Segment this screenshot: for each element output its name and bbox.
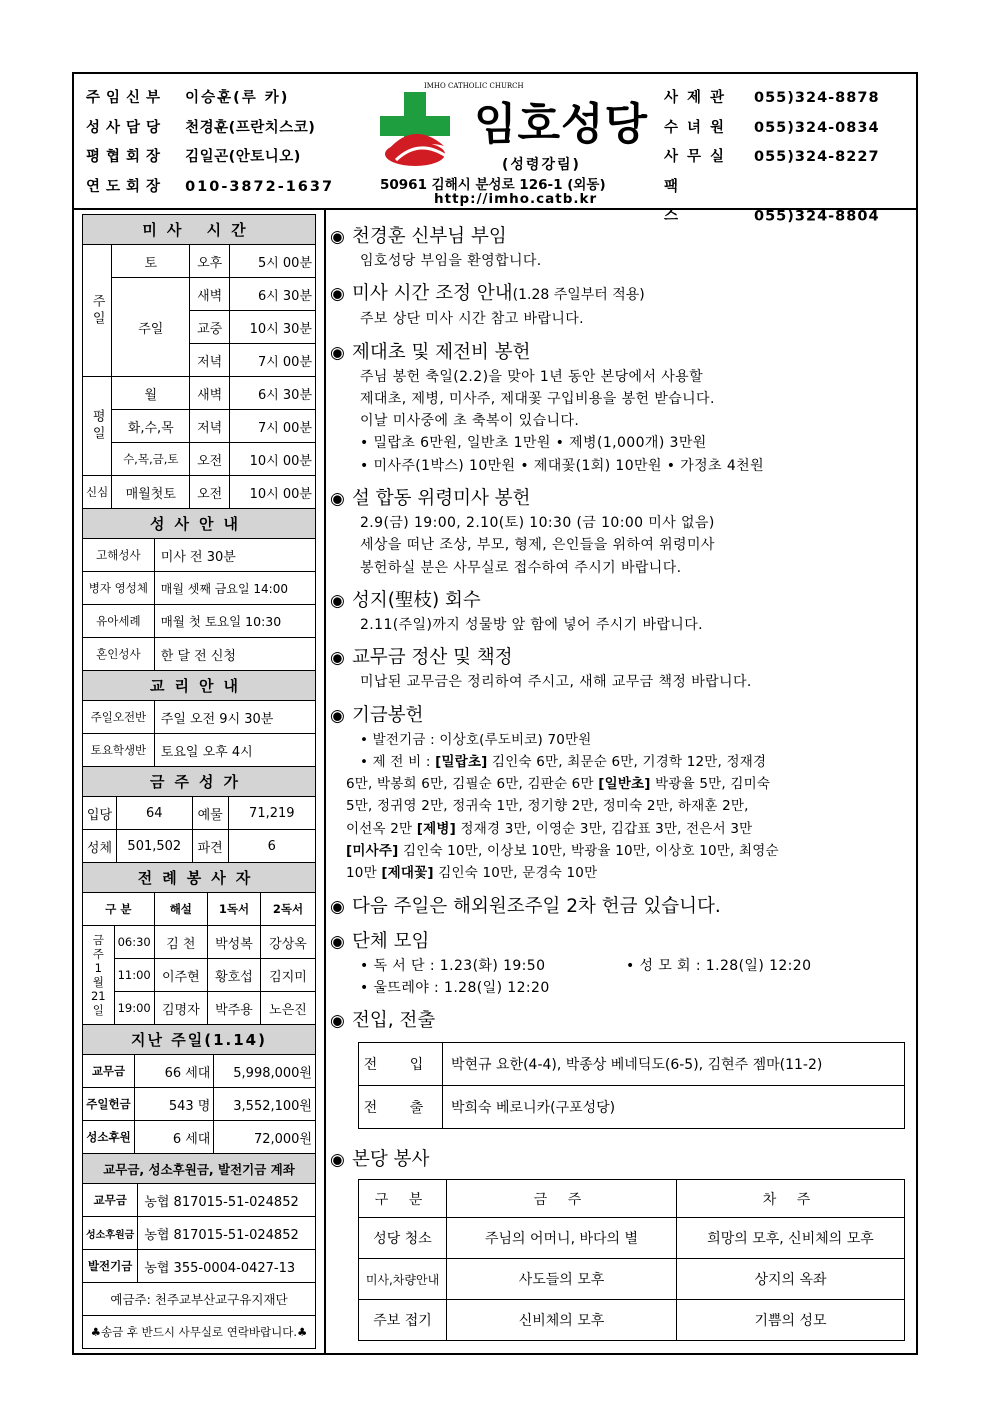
notice-item: ◉ 천경훈 신부님 부임 임호성당 부임을 환영합니다. [330,226,542,269]
doctrine-table: 교리안내 주일오전반 주일 오전 9시 30분 토요학생반 토요일 오후 4시 [82,670,316,767]
service-section: ◉ 본당 봉사 구 분 금 주 차 주 성당 청소 주님의 어머니, 바다의 별 희망의 모후, 신비체의 모후 미사,차량안내 사도들의 모후 상지의 옥좌 주보 접기 신비체의 모후 기쁨의 성모 [330,1147,910,1341]
staff-row: 연도회장 010-3872-1637 [86,178,335,195]
contact-row: 사무실 055)324-8227 [664,149,880,165]
church-english-name: IMHO CATHOLIC CHURCH [424,82,524,90]
notice-item: ◉ 미사 시간 조정 안내(1.28 주일부터 적용) 주보 상단 미사 시간 참고 바랍니다. [330,283,645,328]
bullseye-icon: ◉ [330,1150,345,1171]
section-title: 전례봉사자 [83,863,316,893]
bullseye-icon: ◉ [330,896,345,917]
servers-table: 전례봉사자 구 분 해설 1독서 2독서 금주 1 월 21 일 06:30 김 천 박성복 강상옥 11:00 이주현 황호섭 김지미 19:00 김명자 박주용 노은진 [82,862,316,1025]
bullseye-icon: ◉ [330,284,345,305]
church-logo [374,80,659,206]
bullseye-icon: ◉ [330,705,345,726]
group-label: 평일 [83,377,112,476]
next-sunday-notice: ◉ 다음 주일은 해외원조주일 2차 헌금 있습니다. [330,894,910,920]
bullseye-icon: ◉ [330,1011,345,1032]
section-title: 미사 시간 [83,215,316,245]
contact-row: 팩 스 055)324-8804 [664,178,880,224]
section-title: 성사안내 [83,509,316,539]
contact-list [664,84,880,232]
group-label: 주일 [83,245,112,377]
notice-item: ◉ 성지(聖枝) 회수 2.11(주일)까지 성물방 앞 함에 넣어 주시기 바랍니다. [330,589,704,633]
section-title: 교리안내 [83,671,316,701]
staff-row: 주임신부 이승훈(루 카) [86,90,290,106]
contact-row: 수녀원 055)324-0834 [664,119,880,136]
last-week-table: 지난 주일(1.14) 교무금 66 세대 5,998,000원 주일헌금 543 명 3,552,100원 성소후원 6 세대 72,000원 [82,1024,316,1154]
staff-list [86,84,334,202]
notice-item: ◉ 교무금 정산 및 책정 미납된 교무금은 정리하여 주시고, 새해 교무금 책정 바랍니다. [330,647,752,691]
staff-row: 성사담당 천경훈(프란치스코) [86,119,316,136]
fund-section: ◉ 기금봉헌 • 발전기금 : 이상호(루도비코) 70만원 • 제 전 비 : [밀랍초] 김인숙 6만, 최문순 6만, 기경학 12만, 정재경 6만, 박봉희 6만, 김필순 6만, 김판순 6만 [일반초] 박광율 5만, 김미숙 5만, 정귀영 2만, 정귀숙 1만, 정기향 2만, 정미숙 2만, 하재훈 2만, 이선옥 2만 [제병] 정재경 3만, 이영순 3만, 김갑표 3만, 전은서 3만 [미사주] 김인숙 10만, 이상보 10만, 박광율 10만, 이상호 10만, 최영순 10만 [제대꽃] 김인숙 10만, 문경숙 10만 [330,704,779,882]
section-title: 금주성가 [83,767,316,797]
groups-section: ◉ 단체 모임 • 독 서 단 : 1.23(화) 19:50 • 성 모 회 : 1.28(일) 12:20 • 울뜨레야 : 1.28(일) 12:20 [330,930,812,996]
church-address: 50961 김해시 분성로 126-1 (외동) [380,177,606,193]
section-title: 지난 주일(1.14) [83,1025,316,1055]
church-url[interactable]: http://imho.catb.kr [434,191,598,207]
bullseye-icon: ◉ [330,227,345,247]
bullseye-icon: ◉ [330,648,345,669]
service-table: 구 분 금 주 차 주 성당 청소 주님의 어머니, 바다의 별 희망의 모후, 신비체의 모후 미사,차량안내 사도들의 모후 상지의 옥좌 주보 접기 신비체의 모후 기쁨의 성모 [358,1179,905,1341]
column-divider [324,208,326,1355]
bullseye-icon: ◉ [330,590,345,611]
mass-time-table: 미사 시간 주일 토 오후 5시 00분 주일 새벽 6시 30분 교중 10시 30분 저녁 7시 00분 평일 월 새벽 6시 30분 화,수,목 저녁 7시 00분 수,목,금,토 오전 10시 00분 신심 매월첫토 오전 10시 00분 [82,214,316,509]
bullseye-icon: ◉ [330,931,345,952]
left-column [82,214,318,1349]
servers-date: 금주 1 월 21 일 [83,926,115,1025]
transfer-section: ◉ 전입, 전출 전 입 박현규 요한(4-4), 박종상 베네딕도(6-5), 김현주 젬마(11-2) 전 출 박희숙 베로니카(구포성당) [330,1008,910,1129]
church-name: 임호성당 [474,99,649,150]
bullseye-icon: ◉ [330,342,345,363]
notice-item: ◉ 설 합동 위령미사 봉헌 2.9(금) 19:00, 2.10(토) 10:30 (금 10:00 미사 없음) 세상을 떠난 조상, 부모, 형제, 은인들을 위하여 위령미사 봉헌하실 분은 사무실로 접수하여 주시기 바랍니다. [330,488,715,576]
church-emblem-icon [374,80,484,172]
notice-item: ◉ 제대초 및 제전비 봉헌 주님 봉헌 축일(2.2)을 맞아 1년 동안 본당에서 사용할 제대초, 제병, 미사주, 제대꽃 구입비용을 봉헌 받습니다. 이날 미사중에 초 축복이 있습니다. • 밀랍초 6만원, 일반초 1만원 • 제병(1,000개) 3만원 • 미사주(1박스) 10만원 • 제대꽃(1회) 10만원 • 가정초 4천원 [330,341,765,474]
contact-row: 사제관 055)324-8878 [664,90,880,106]
section-title: 교무금, 성소후원금, 발전기금 계좌 [83,1154,316,1184]
main-column [330,224,910,1350]
account-table: 교무금, 성소후원금, 발전기금 계좌 교무금 농협 817015-51-024852 성소후원금 농협 817015-51-024852 발전기금 농협 355-0004-0427-13 예금주: 천주교부산교구유지재단 ♣송금 후 반드시 사무실로 연락바랍니다.♣ [82,1153,316,1349]
transfer-table: 전 입 박현규 요한(4-4), 박종상 베네딕도(6-5), 김현주 젬마(11-2) 전 출 박희숙 베로니카(구포성당) [358,1042,905,1129]
bullseye-icon: ◉ [330,489,345,510]
bulletin-frame [72,72,918,1355]
staff-row: 평협회장 김일곤(안토니오) [86,149,301,165]
church-subtitle: (성령강림) [502,157,581,173]
hymn-table: 금주성가 입당 64 예물 71,219 성체 501,502 파견 6 [82,766,316,863]
sacrament-table: 성사안내 고해성사 미사 전 30분 병자 영성체 매월 셋째 금요일 14:00 유아세례 매월 첫 토요일 10:30 혼인성사 한 달 전 신청 [82,508,316,671]
bulletin-header [74,74,916,224]
